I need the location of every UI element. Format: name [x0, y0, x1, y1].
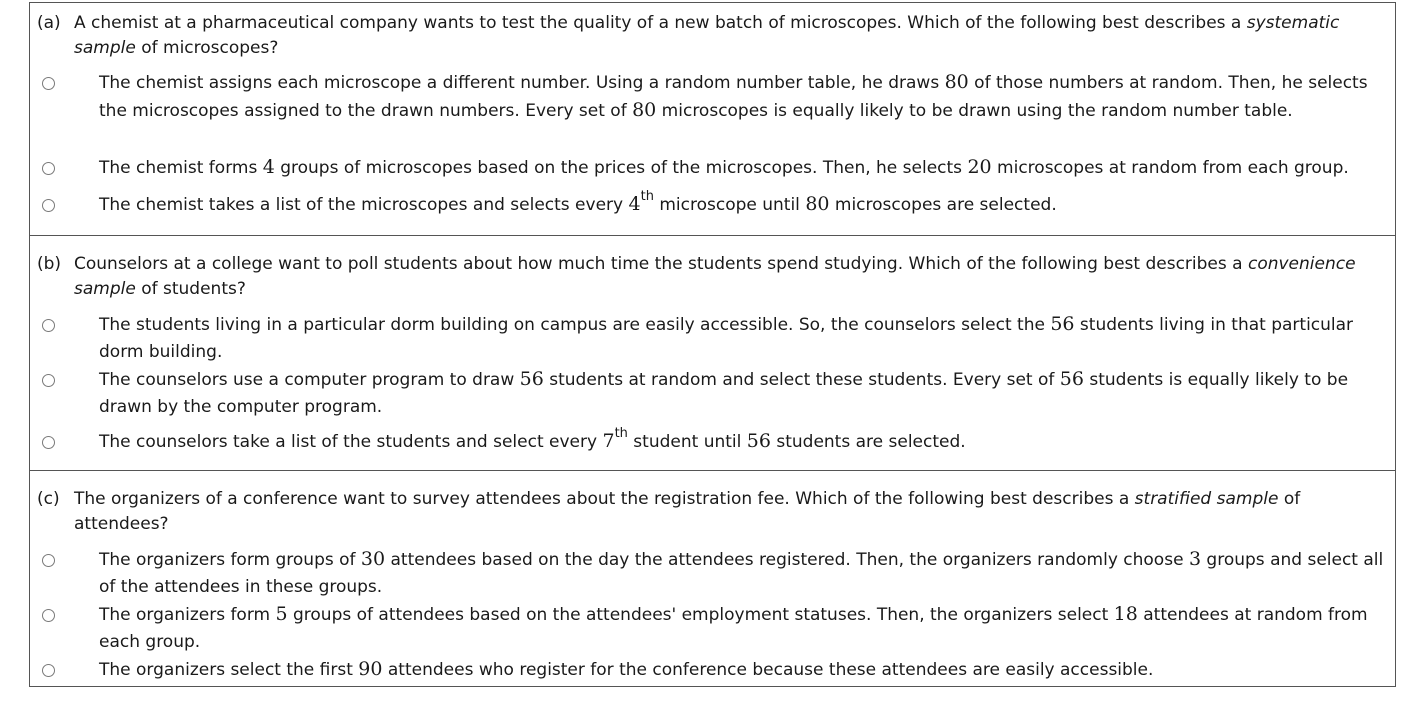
- option-text: The counselors use a computer program to draw: [99, 370, 520, 390]
- prompt-text: The organizers of a conference want to survey attendees about the registration fee. Which of the following best describes a: [74, 489, 1135, 509]
- option-a1[interactable]: [30, 69, 1389, 125]
- prompt-text: of attendees?: [74, 489, 1301, 534]
- option-text: The chemist assigns each microscope a different number. Using a random number table, he draws: [99, 73, 945, 93]
- question-c: [30, 470, 1395, 687]
- option-text: The chemist takes a list of the microscopes and selects every: [99, 195, 629, 215]
- option-c2[interactable]: [30, 601, 1389, 656]
- option-number: 56: [519, 368, 544, 390]
- option-text: microscopes are selected.: [829, 195, 1057, 215]
- option-c1[interactable]: [30, 546, 1389, 601]
- prompt-text: A chemist at a pharmaceutical company wants to test the quality of a new batch of microscopes. Which of the following best describes a: [74, 13, 1247, 33]
- radio-button[interactable]: [42, 77, 55, 90]
- prompt-emphasis: systematic sample: [74, 13, 1340, 58]
- option-number: 90: [358, 658, 383, 680]
- radio-button[interactable]: [42, 199, 55, 212]
- option-text: attendees at random from each group.: [99, 605, 1368, 652]
- option-text: student until: [627, 432, 747, 452]
- radio-button[interactable]: [42, 554, 55, 567]
- question-prompt: [37, 487, 1387, 537]
- ordinal-suffix: th: [614, 426, 628, 442]
- option-b2[interactable]: [30, 366, 1389, 421]
- option-text: The organizers select the first: [99, 660, 359, 680]
- option-b1[interactable]: [30, 311, 1389, 366]
- question-frame: [29, 2, 1396, 687]
- option-text: The organizers form: [99, 605, 276, 625]
- radio-button[interactable]: [42, 319, 55, 332]
- radio-button[interactable]: [42, 162, 55, 175]
- prompt-text: of microscopes?: [135, 38, 279, 58]
- question-a: [30, 3, 1395, 236]
- option-number: 30: [360, 548, 386, 570]
- option-text: The counselors take a list of the students and select every: [99, 432, 603, 452]
- option-text: microscope until: [653, 195, 806, 215]
- option-number: 20: [967, 156, 992, 178]
- option-number: 18: [1113, 603, 1138, 625]
- prompt-emphasis: convenience sample: [74, 254, 1356, 299]
- radio-button[interactable]: [42, 664, 55, 677]
- option-text: The chemist forms: [99, 158, 263, 178]
- option-number: 80: [805, 193, 830, 215]
- option-text: groups and select all of the attendees in these groups.: [99, 550, 1384, 597]
- option-number: 3: [1188, 548, 1202, 570]
- option-c3[interactable]: [30, 656, 1389, 684]
- option-text: students is equally likely to be drawn by the computer program.: [99, 370, 1349, 417]
- radio-button[interactable]: [42, 374, 55, 387]
- option-number: 56: [1050, 313, 1075, 335]
- option-a3[interactable]: [30, 191, 1389, 219]
- option-number: 4: [628, 193, 641, 215]
- prompt-text: of students?: [135, 279, 246, 299]
- option-text: attendees who register for the conference because these attendees are easily accessible.: [382, 660, 1154, 680]
- prompt-emphasis: stratified sample: [1134, 489, 1279, 509]
- option-text: students at random and select these students. Every set of: [543, 370, 1060, 390]
- ordinal-suffix: th: [640, 189, 654, 205]
- question-prompt: [37, 11, 1387, 61]
- option-text: The students living in a particular dorm building on campus are easily accessible. So, the counselors select the: [99, 315, 1051, 335]
- option-number: 56: [1059, 368, 1084, 390]
- question-prompt: [37, 252, 1387, 302]
- option-text: attendees based on the day the attendees registered. Then, the organizers randomly choose: [385, 550, 1189, 570]
- question-label: (a): [37, 13, 61, 33]
- option-text: groups of microscopes based on the prices of the microscopes. Then, he selects: [274, 158, 968, 178]
- question-label: (b): [37, 254, 62, 274]
- option-text: students are selected.: [770, 432, 966, 452]
- radio-button[interactable]: [42, 436, 55, 449]
- option-number: 4: [262, 156, 275, 178]
- option-number: 56: [746, 430, 771, 452]
- option-number: 80: [632, 99, 657, 121]
- option-text: of those numbers at random. Then, he selects the microscopes assigned to the drawn numbers. Every set of: [99, 73, 1368, 121]
- question-label: (c): [37, 489, 60, 509]
- option-text: groups of attendees based on the attendees' employment statuses. Then, the organizers select: [287, 605, 1114, 625]
- option-a2[interactable]: [30, 154, 1389, 182]
- option-text: students living in that particular dorm building.: [99, 315, 1354, 362]
- option-number: 80: [944, 71, 969, 93]
- option-text: microscopes at random from each group.: [991, 158, 1349, 178]
- option-number: 7: [602, 430, 615, 452]
- radio-button[interactable]: [42, 609, 55, 622]
- option-number: 5: [275, 603, 288, 625]
- option-text: microscopes is equally likely to be drawn using the random number table.: [656, 101, 1293, 121]
- question-b: [30, 235, 1395, 472]
- option-b3[interactable]: [30, 428, 1389, 456]
- prompt-text: Counselors at a college want to poll students about how much time the students spend studying. Which of the following best describes a: [74, 254, 1248, 274]
- option-text: The organizers form groups of: [99, 550, 361, 570]
